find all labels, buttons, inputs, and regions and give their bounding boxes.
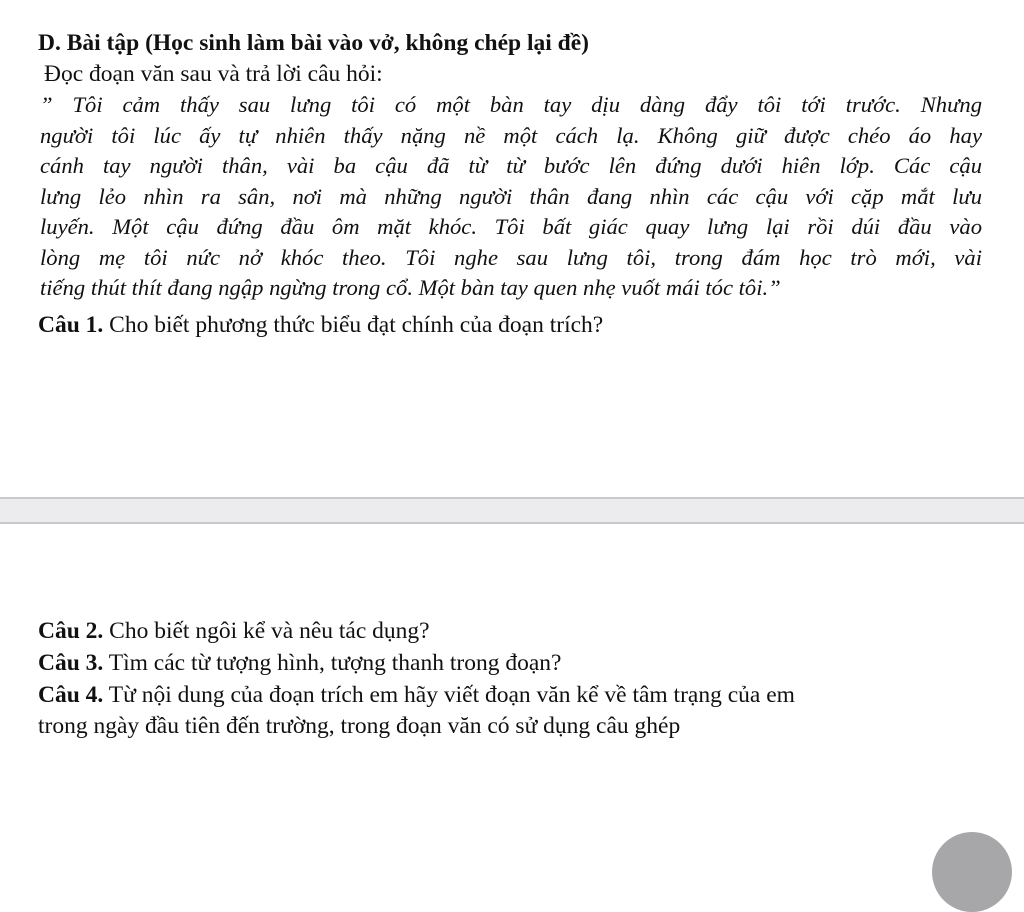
- passage-line: người tôi lúc ấy tự nhiên thấy nặng nề một cách lạ. Không giữ được chéo áo hay: [40, 122, 982, 148]
- question-4-continuation: trong ngày đầu tiên đến trường, trong đoạn văn có sử dụng câu ghép: [38, 713, 681, 739]
- question-4-text: Từ nội dung của đoạn trích em hãy viết đoạn văn kể về tâm trạng của em: [103, 682, 795, 708]
- page-break-divider: [0, 497, 1024, 524]
- question-2-label: Câu 2.: [38, 618, 104, 644]
- passage-line: cánh tay người thân, vài ba cậu đã từ từ bước lên đứng dưới hiên lớp. Các cậu: [40, 153, 982, 178]
- question-1-label: Câu 1.: [38, 312, 104, 338]
- section-heading: D. Bài tập (Học sinh làm bài vào vở, không chép lại đề): [38, 30, 589, 56]
- passage-line: luyến. Một cậu đứng đầu ôm mặt khóc. Tôi bất giác quay lưng lại rồi dúi đầu vào: [40, 214, 982, 239]
- passage-line: lưng lẻo nhìn ra sân, nơi mà những người thân đang nhìn các cậu với cặp mắt lưu: [40, 183, 982, 209]
- question-3: [38, 648, 561, 678]
- reading-passage: [40, 90, 982, 304]
- instruction-text: Đọc đoạn văn sau và trả lời câu hỏi:: [44, 61, 383, 87]
- question-1: [38, 310, 603, 340]
- passage-line: lòng mẹ tôi nức nở khóc theo. Tôi nghe sau lưng tôi, trong đám học trò mới, vài: [40, 244, 982, 270]
- question-3-label: Câu 3.: [38, 650, 104, 676]
- question-2: [38, 616, 430, 646]
- passage-line: ” Tôi cảm thấy sau lưng tôi có một bàn tay dịu dàng đẩy tôi tới trước. Nhưng: [40, 92, 982, 117]
- question-2-text: Cho biết ngôi kể và nêu tác dụng?: [103, 618, 430, 644]
- question-4-label: Câu 4.: [38, 682, 104, 708]
- question-4: [38, 680, 795, 710]
- passage-line: tiếng thút thít đang ngập ngừng trong cổ. Một bàn tay quen nhẹ vuốt mái tóc tôi.”: [40, 275, 781, 300]
- floating-action-button[interactable]: [932, 832, 1012, 912]
- question-3-text: Tìm các từ tượng hình, tượng thanh trong đoạn?: [103, 650, 562, 676]
- question-1-text: Cho biết phương thức biểu đạt chính của đoạn trích?: [103, 312, 604, 338]
